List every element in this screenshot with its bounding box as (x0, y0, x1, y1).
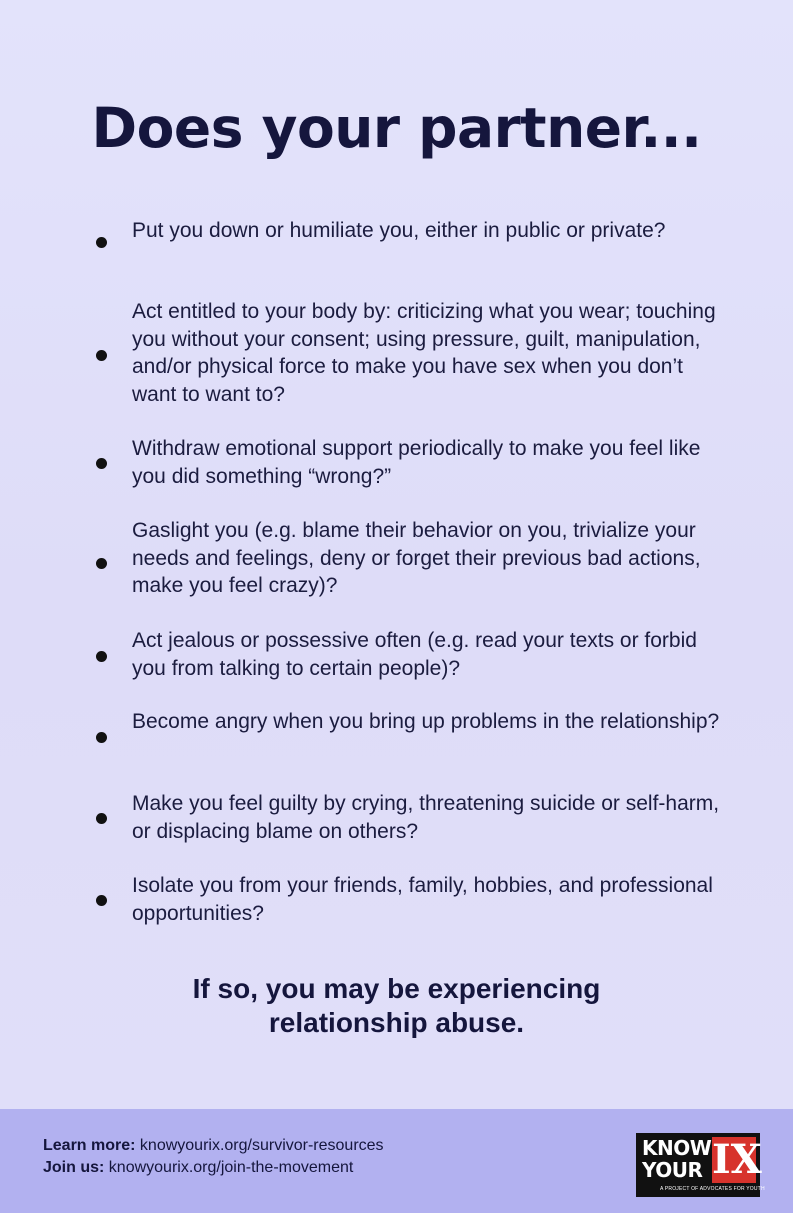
page-title: Does your partner... (91, 96, 702, 160)
bullet-icon (96, 895, 107, 906)
list-item: Become angry when you bring up problems in the relationship? (132, 710, 720, 733)
logo-line-1: KNOW (642, 1136, 712, 1160)
learn-more-label: Learn more: (43, 1137, 136, 1154)
list-item: Withdraw emotional support periodically to make you feel like you did something “wrong?” (132, 437, 701, 488)
know-your-ix-logo (636, 1133, 765, 1197)
bullet-icon (96, 237, 107, 248)
list-item: Act entitled to your body by: criticizing what you wear; touching you without your consent; using pressure, guilt, manipulation, and/or physical force to make you have sex when you don’t want to want to? (132, 300, 716, 406)
logo-ix-mark: IX (712, 1136, 762, 1183)
list-item: Gaslight you (e.g. blame their behavior on you, trivialize your needs and feelings, deny or forget their previous bad actions, make you feel crazy)? (132, 519, 701, 597)
list-item: Act jealous or possessive often (e.g. read your texts or forbid you from talking to certain people)? (132, 629, 697, 680)
logo-line-2: YOUR (642, 1158, 703, 1182)
join-us-label: Join us: (43, 1159, 105, 1176)
bullet-icon (96, 458, 107, 469)
bullet-icon (96, 732, 107, 743)
join-us-link[interactable]: knowyourix.org/join-the-movement (108, 1159, 354, 1176)
bullet-icon (96, 651, 107, 662)
list-item: Isolate you from your friends, family, hobbies, and professional opportunities? (132, 874, 713, 925)
conclusion-line-1: If so, you may be experiencing (192, 973, 601, 1004)
conclusion-text (0, 972, 793, 1040)
bullet-icon (96, 558, 107, 569)
footer-join-us (43, 1159, 353, 1177)
bullet-icon (96, 350, 107, 361)
bullet-icon (96, 813, 107, 824)
conclusion-line-2: relationship abuse. (268, 1007, 525, 1038)
list-item: Put you down or humiliate you, either in public or private? (132, 219, 666, 242)
list-item: Make you feel guilty by crying, threatening suicide or self-harm, or displacing blame on others? (132, 792, 720, 843)
learn-more-link[interactable]: knowyourix.org/survivor-resources (139, 1137, 384, 1154)
footer-learn-more (43, 1137, 384, 1155)
footer (0, 1109, 793, 1213)
logo-tagline: A PROJECT OF ADVOCATES FOR YOUTH (660, 1186, 765, 1192)
